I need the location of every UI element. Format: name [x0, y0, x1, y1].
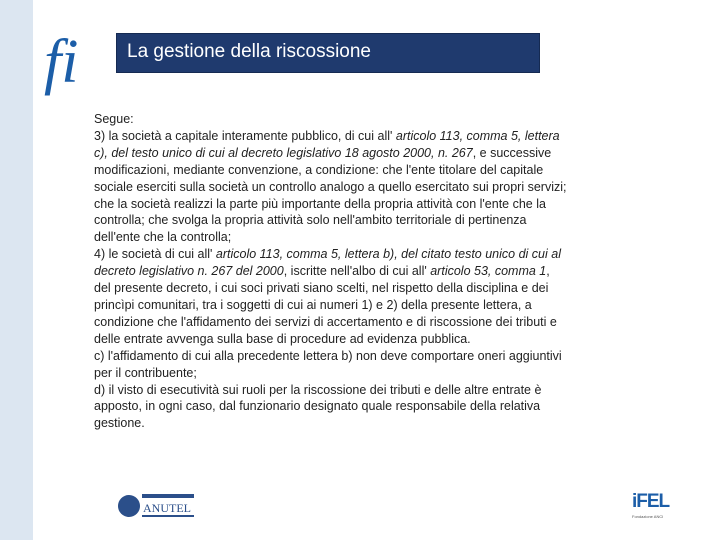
body-text-run: 4) le società di cui all': [94, 247, 216, 262]
title-bar: [116, 33, 540, 73]
body-text-run: Segue:: [94, 112, 134, 126]
anutel-emblem: [118, 495, 140, 517]
slide-title: La gestione della riscossione: [127, 41, 371, 62]
body-paragraph: [94, 246, 569, 347]
body-text-run: , e successive modificazioni, mediante convenzione, a condizione: che l'ente titolare del capitale sociale eserciti sulla società un controllo analogo a quello esercitato sui propri servizi; che la società realizzi la parte più importante della propria attività con l'ente che la controlla; che svolga la propria attività solo nell'ambito territoriale di pertinenza dell'ente che la controlla;: [94, 145, 567, 245]
body-paragraph: [94, 111, 569, 128]
body-paragraph: [94, 128, 569, 246]
anutel-logo: [116, 492, 196, 520]
fi-logo-text: fi: [44, 30, 79, 96]
anutel-bar-bottom: [142, 515, 194, 517]
anutel-logo-text: ANUTEL: [143, 501, 191, 515]
slide-body: [94, 111, 569, 432]
body-text-run: , iscritte nell'albo di cui all': [283, 264, 431, 279]
body-text-run: 3) la società a capitale interamente pubblico, di cui all': [94, 128, 396, 143]
body-text-run: c) l'affidamento di cui alla precedente lettera b) non deve comportare oneri aggiuntivi per il contribuente;: [94, 348, 562, 380]
anutel-bar-top: [142, 494, 194, 498]
ifel-logo-text: iFEL: [632, 491, 670, 512]
body-text-run: , del presente decreto, i cui soci privati siano scelti, nel rispetto della disciplina e dei princìpi comunitari, tra i soggetti di cui ai numeri 1) e 2) della presente lettera, a condizione che l'affidamento dei servizi di accertamento e di riscossione dei tributi e delle entrate avvenga sulla base di procedure ad evidenza pubblica.: [94, 264, 557, 346]
fi-logo: [42, 30, 102, 100]
body-paragraph: [94, 382, 569, 433]
body-citation: articolo 113, comma 5, lettera c), del testo unico di cui al decreto legislativo 18 agosto 2000, n. 267: [94, 128, 560, 160]
body-text-run: d) il visto di esecutività sui ruoli per la riscossione dei tributi e delle altre entrate è apposto, in ogni caso, dal funzionario designato quale responsabile della relativa gestione.: [94, 382, 542, 431]
body-paragraph: [94, 348, 569, 382]
ifel-logo: [632, 491, 668, 523]
body-citation: articolo 113, comma 5, lettera b), del citato testo unico di cui al decreto legislativo n. 267 del 2000: [94, 247, 561, 279]
body-citation: articolo 53, comma 1: [430, 264, 547, 279]
left-decorative-strip: [0, 0, 33, 540]
ifel-logo-subtitle: Fondazione ANCI: [632, 514, 664, 519]
